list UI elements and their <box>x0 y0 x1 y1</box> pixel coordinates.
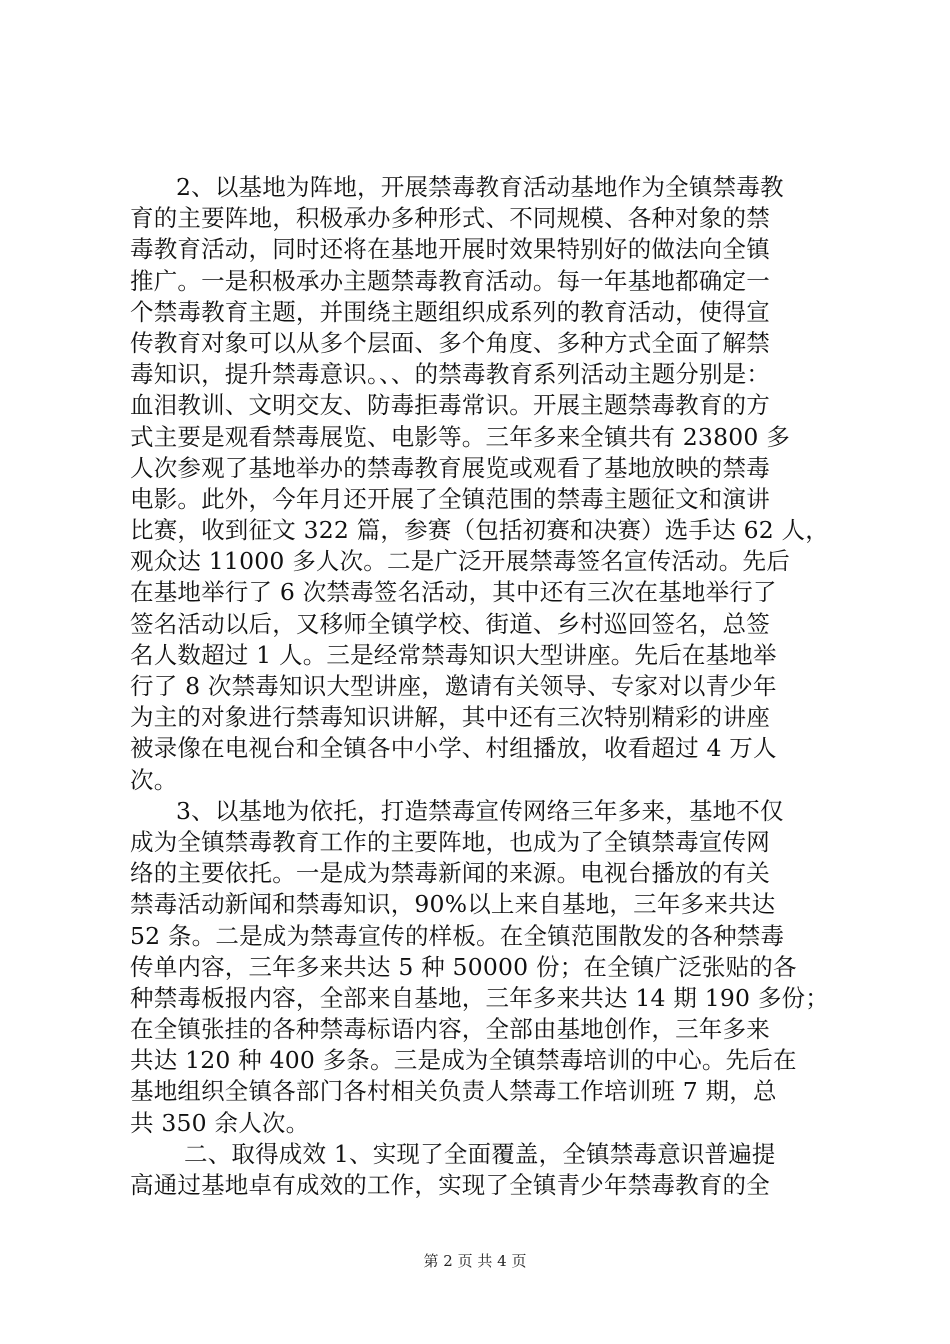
text-line: 比赛，收到征文 322 篇，参赛（包括初赛和决赛）选手达 62 人， <box>130 516 829 545</box>
text-line: 签名活动以后，又移师全镇学校、街道、乡村巡回签名，总签 <box>130 609 770 638</box>
text-line: 式主要是观看禁毒展览、电影等。三年多来全镇共有 23800 多 <box>130 422 790 451</box>
text-line: 行了 8 次禁毒知识大型讲座，邀请有关领导、专家对以青少年 <box>130 672 777 700</box>
text-line: 血泪教训、文明交友、防毒拒毒常识。开展主题禁毒教育的方 <box>130 391 770 420</box>
text-line: 个禁毒教育主题，并围绕主题组织成系列的教育活动，使得宣 <box>130 297 770 326</box>
text-line: 传单内容，三年多来共达 5 种 50000 份；在全镇广泛张贴的各 <box>130 952 797 981</box>
text-line: 传教育对象可以从多个层面、多个角度、多种方式全面了解禁 <box>130 328 770 357</box>
text-line: 二、取得成效 1、实现了全面覆盖，全镇禁毒意识普遍提 <box>184 1139 776 1168</box>
text-line: 名人数超过 1 人。三是经常禁毒知识大型讲座。先后在基地举 <box>130 640 777 669</box>
text-line: 成为全镇禁毒教育工作的主要阵地，也成为了全镇禁毒宣传网 <box>130 827 770 856</box>
text-line: 共 350 余人次。 <box>130 1108 310 1137</box>
text-line: 2、以基地为阵地，开展禁毒教育活动基地作为全镇禁毒教 <box>176 173 784 201</box>
text-line: 共达 120 种 400 多条。三是成为全镇禁毒培训的中心。先后在 <box>130 1046 797 1075</box>
text-line: 观众达 11000 多人次。二是广泛开展禁毒签名宣传活动。先后 <box>130 547 790 576</box>
text-line: 人次参观了基地举办的禁毒教育展览或观看了基地放映的禁毒 <box>130 453 770 482</box>
text-line: 推广。一是积极承办主题禁毒教育活动。每一年基地都确定一 <box>130 266 770 295</box>
text-line: 络的主要依托。一是成为禁毒新闻的来源。电视台播放的有关 <box>130 859 770 888</box>
text-line: 在基地举行了 6 次禁毒签名活动，其中还有三次在基地举行了 <box>130 578 777 607</box>
document-body <box>130 172 830 1201</box>
text-line: 为主的对象进行禁毒知识讲解，其中还有三次特别精彩的讲座 <box>130 703 770 732</box>
text-line: 高通过基地卓有成效的工作，实现了全镇青少年禁毒教育的全 <box>130 1171 770 1199</box>
text-line: 育的主要阵地，积极承办多种形式、不同规模、各种对象的禁 <box>130 204 770 233</box>
text-line: 毒知识，提升禁毒意识。、、的禁毒教育系列活动主题分别是： <box>130 360 771 389</box>
text-line: 电影。此外，今年月还开展了全镇范围的禁毒主题征文和演讲 <box>130 484 770 513</box>
text-line: 在全镇张挂的各种禁毒标语内容，全部由基地创作，三年多来 <box>130 1015 770 1044</box>
page-number-footer: 第 2 页 共 4 页 <box>423 1252 527 1270</box>
text-line: 被录像在电视台和全镇各中小学、村组播放，收看超过 4 万人 <box>130 734 777 763</box>
text-line: 毒教育活动，同时还将在基地开展时效果特别好的做法向全镇 <box>130 235 770 264</box>
text-line: 禁毒活动新闻和禁毒知识，90%以上来自基地，三年多来共达 <box>130 890 776 919</box>
text-line: 种禁毒板报内容，全部来自基地，三年多来共达 14 期 190 多份； <box>130 983 829 1012</box>
text-line: 52 条。二是成为禁毒宣传的样板。在全镇范围散发的各种禁毒 <box>130 921 785 950</box>
text-line: 3、以基地为依托，打造禁毒宣传网络三年多来，基地不仅 <box>176 796 784 825</box>
text-line: 次。 <box>130 765 178 794</box>
text-line: 基地组织全镇各部门各村相关负责人禁毒工作培训班 7 期，总 <box>130 1077 777 1106</box>
